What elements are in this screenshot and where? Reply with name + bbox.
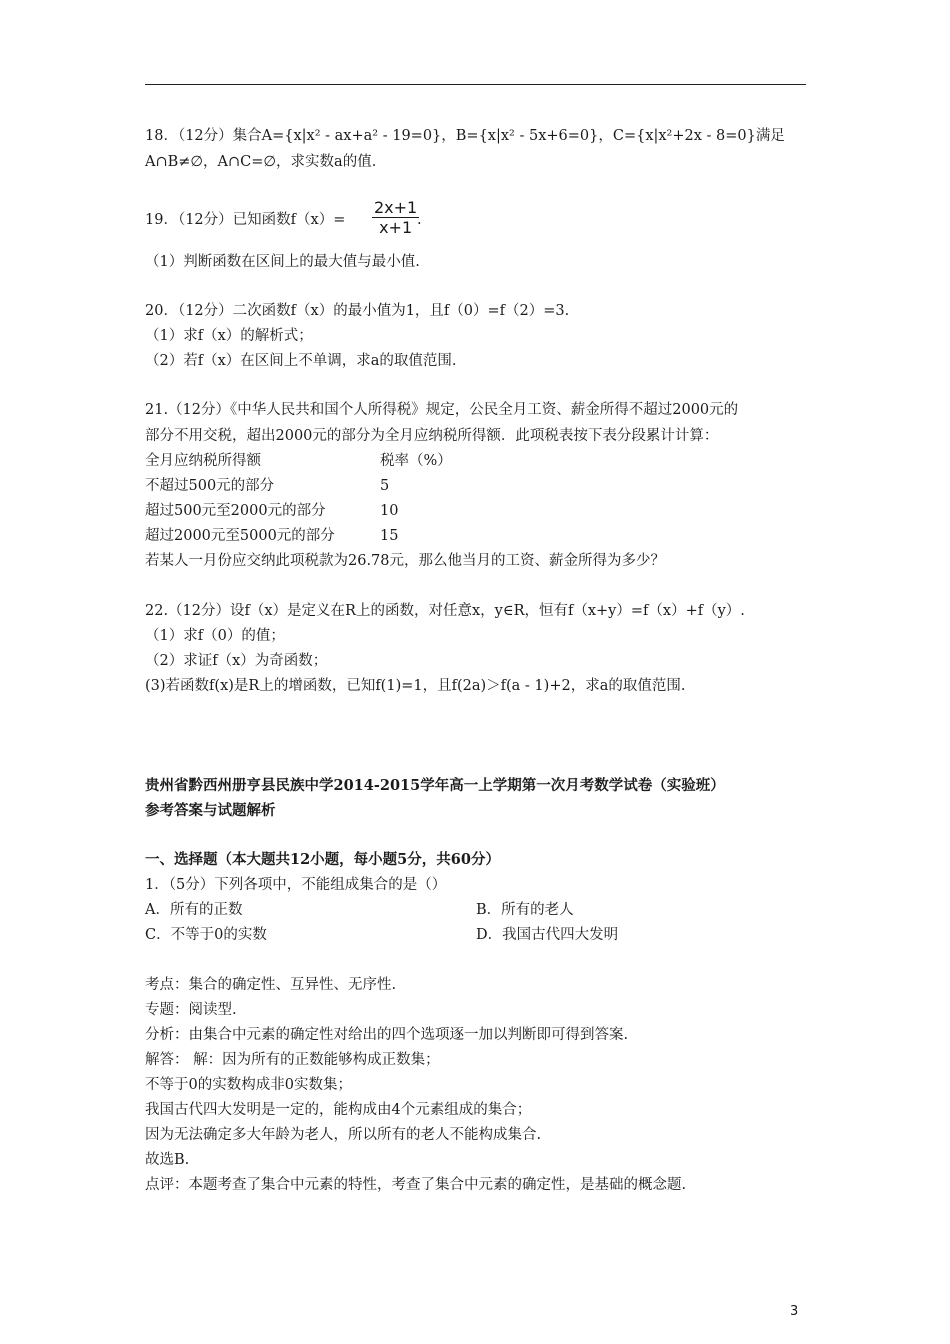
q19-prefix: 19．（12分）已知函数f（x）= xyxy=(145,212,346,228)
tax-table-row2-rate: 10 xyxy=(380,503,399,519)
tax-table-row1-income: 不超过500元的部分 xyxy=(145,478,275,494)
tax-table-header-rate: 税率（%） xyxy=(380,453,452,469)
q21-line1: 21.（12分）《中华人民共和国个人所得税》规定，公民全月工资、薪金所得不超过2000元的 xyxy=(145,402,739,418)
a1-dianping: 点评：本题考查了集合中元素的特性，考查了集合中元素的确定性，是基础的概念题. xyxy=(145,1177,687,1193)
tax-table-row2-income: 超过500元至2000元的部分 xyxy=(145,503,326,519)
q20-sub1: （1）求f（x）的解析式； xyxy=(145,328,313,344)
a1-option-a: A．所有的正数 xyxy=(145,902,243,918)
q21-line2: 部分不用交税，超出2000元的部分为全月应纳税所得额．此项税表按下表分段累计计算： xyxy=(145,428,719,444)
a1-option-d: D．我国古代四大发明 xyxy=(476,927,619,943)
tax-table-row1-rate: 5 xyxy=(380,478,390,494)
q19-numerator: 2x+1 xyxy=(374,198,418,217)
q19-sub1: （1）判断函数在区间上的最大值与最小值. xyxy=(145,254,420,270)
answers-subtitle: 参考答案与试题解析 xyxy=(145,802,276,819)
q21-line3: 若某人一月份应交纳此项税款为26.78元，那么他当月的工资、薪金所得为多少？ xyxy=(145,553,666,569)
a1-option-b: B．所有的老人 xyxy=(476,902,574,918)
answers-title: 贵州省黔西州册亨县民族中学2014-2015学年高一上学期第一次月考数学试卷（实验班） xyxy=(145,777,725,794)
q22-sub2: （2）求证f（x）为奇函数； xyxy=(145,653,328,669)
tax-table-row3-income: 超过2000元至5000元的部分 xyxy=(145,528,335,544)
a1-line4: 因为无法确定多大年龄为老人，所以所有的老人不能构成集合. xyxy=(145,1127,542,1143)
q19-fraction xyxy=(372,198,419,237)
q18-line1: 18．（12分）集合A={x|x² - ax+a² - 19=0}，B={x|x² - 5x+6=0}，C={x|x²+2x - 8=0}满足 xyxy=(145,128,785,144)
section-heading: 一、选择题（本大题共12小题，每小题5分，共60分） xyxy=(145,851,500,868)
a1-stem: 1．（5分）下列各项中，不能组成集合的是（） xyxy=(145,877,447,893)
q20-line1: 20．（12分）二次函数f（x）的最小值为1，且f（0）=f（2）=3. xyxy=(145,303,570,319)
a1-line2: 不等于0的实数构成非0实数集； xyxy=(145,1077,352,1093)
q19-denominator: x+1 xyxy=(379,218,413,237)
a1-kaodian: 考点：集合的确定性、互异性、无序性. xyxy=(145,977,397,993)
q22-line1: 22.（12分）设f（x）是定义在R上的函数，对任意x，y∈R，恒有f（x+y）=f（x）+f（y）. xyxy=(145,603,745,619)
q22-sub1: （1）求f（0）的值； xyxy=(145,628,285,644)
page-number: 3 xyxy=(790,1304,799,1319)
header-rule xyxy=(145,84,806,85)
q19-suffix: . xyxy=(417,212,422,228)
a1-line5: 故选B. xyxy=(145,1152,190,1168)
a1-zhuanti: 专题：阅读型. xyxy=(145,1002,237,1018)
tax-table-row3-rate: 15 xyxy=(380,528,399,544)
tax-table-header-income: 全月应纳税所得额 xyxy=(145,453,261,469)
a1-fenxi: 分析：由集合中元素的确定性对给出的四个选项逐一加以判断即可得到答案. xyxy=(145,1027,629,1043)
a1-option-c: C．不等于0的实数 xyxy=(145,927,267,943)
a1-line3: 我国古代四大发明是一定的，能构成由4个元素组成的集合； xyxy=(145,1102,532,1118)
q18-line2: A∩B≠∅，A∩C=∅，求实数a的值. xyxy=(145,154,377,170)
q20-sub2: （2）若f（x）在区间上不单调，求a的取值范围. xyxy=(145,353,457,369)
q22-sub3: (3)若函数f(x)是R上的增函数，已知f(1)=1，且f(2a)＞f(a - 1)+2，求a的取值范围. xyxy=(145,678,686,694)
a1-jieda: 解答： 解：因为所有的正数能够构成正数集； xyxy=(145,1052,440,1068)
